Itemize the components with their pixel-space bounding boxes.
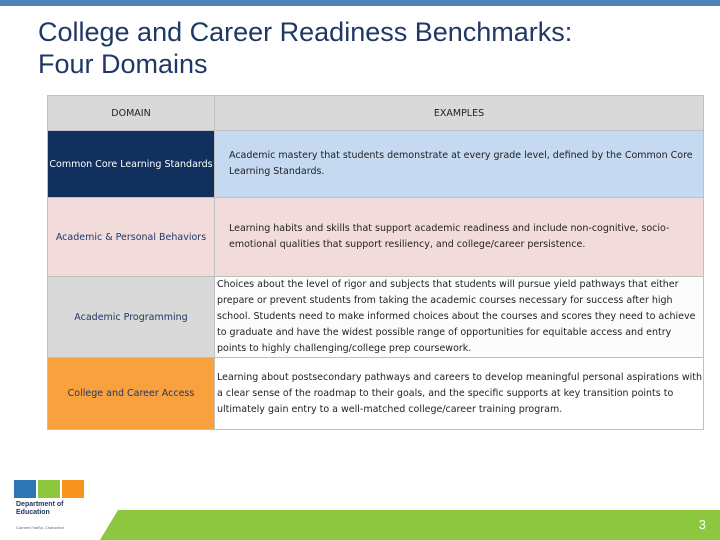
header-domain: DOMAIN xyxy=(48,96,215,131)
table-row xyxy=(48,131,704,198)
footer-green-wedge xyxy=(0,510,720,540)
table-row xyxy=(48,277,704,358)
benchmarks-table xyxy=(47,95,704,430)
table-row xyxy=(48,198,704,277)
logo-text xyxy=(16,501,63,517)
footer-band xyxy=(0,510,720,540)
logo-line-1: Department of xyxy=(16,501,64,508)
example-cell: Academic mastery that students demonstrate at every grade level, defined by the Common Core Learning Standards. xyxy=(215,131,704,198)
title-line-1: College and Career Readiness Benchmarks: xyxy=(38,17,573,47)
table-row xyxy=(48,358,704,430)
logo-line-2: Education xyxy=(16,509,50,516)
table-header-row xyxy=(48,96,704,131)
logo-tagline: Carmen Fariña, Chancellor xyxy=(16,525,65,530)
slide-title xyxy=(38,16,698,80)
example-cell: Learning about postsecondary pathways and careers to develop meaningful personal aspirations with a clear sense of the roadmap to their goals, and the specific supports at key transition points to ultimately gain entry to a well-matched college/career training program. xyxy=(215,358,704,430)
title-line-2: Four Domains xyxy=(38,49,208,79)
header-examples: EXAMPLES xyxy=(215,96,704,131)
domain-cell: Academic & Personal Behaviors xyxy=(48,198,215,277)
top-accent-bar xyxy=(0,0,720,6)
example-cell: Learning habits and skills that support academic readiness and include non-cognitive, socio-emotional qualities that support resiliency, and college/career persistence. xyxy=(215,198,704,277)
page-number: 3 xyxy=(698,517,706,532)
domain-cell: College and Career Access xyxy=(48,358,215,430)
example-cell: Choices about the level of rigor and subjects that students will pursue yield pathways that either prepare or prevent students from taking the academic courses necessary for success after high school. Students need to make informed choices about the courses and scores they need to achieve to graduate and have the widest possible range of opportunities for equitable access and entry points to highly challenging/college prep coursework. xyxy=(215,277,704,358)
domain-cell: Academic Programming xyxy=(48,277,215,358)
domain-cell: Common Core Learning Standards xyxy=(48,131,215,198)
